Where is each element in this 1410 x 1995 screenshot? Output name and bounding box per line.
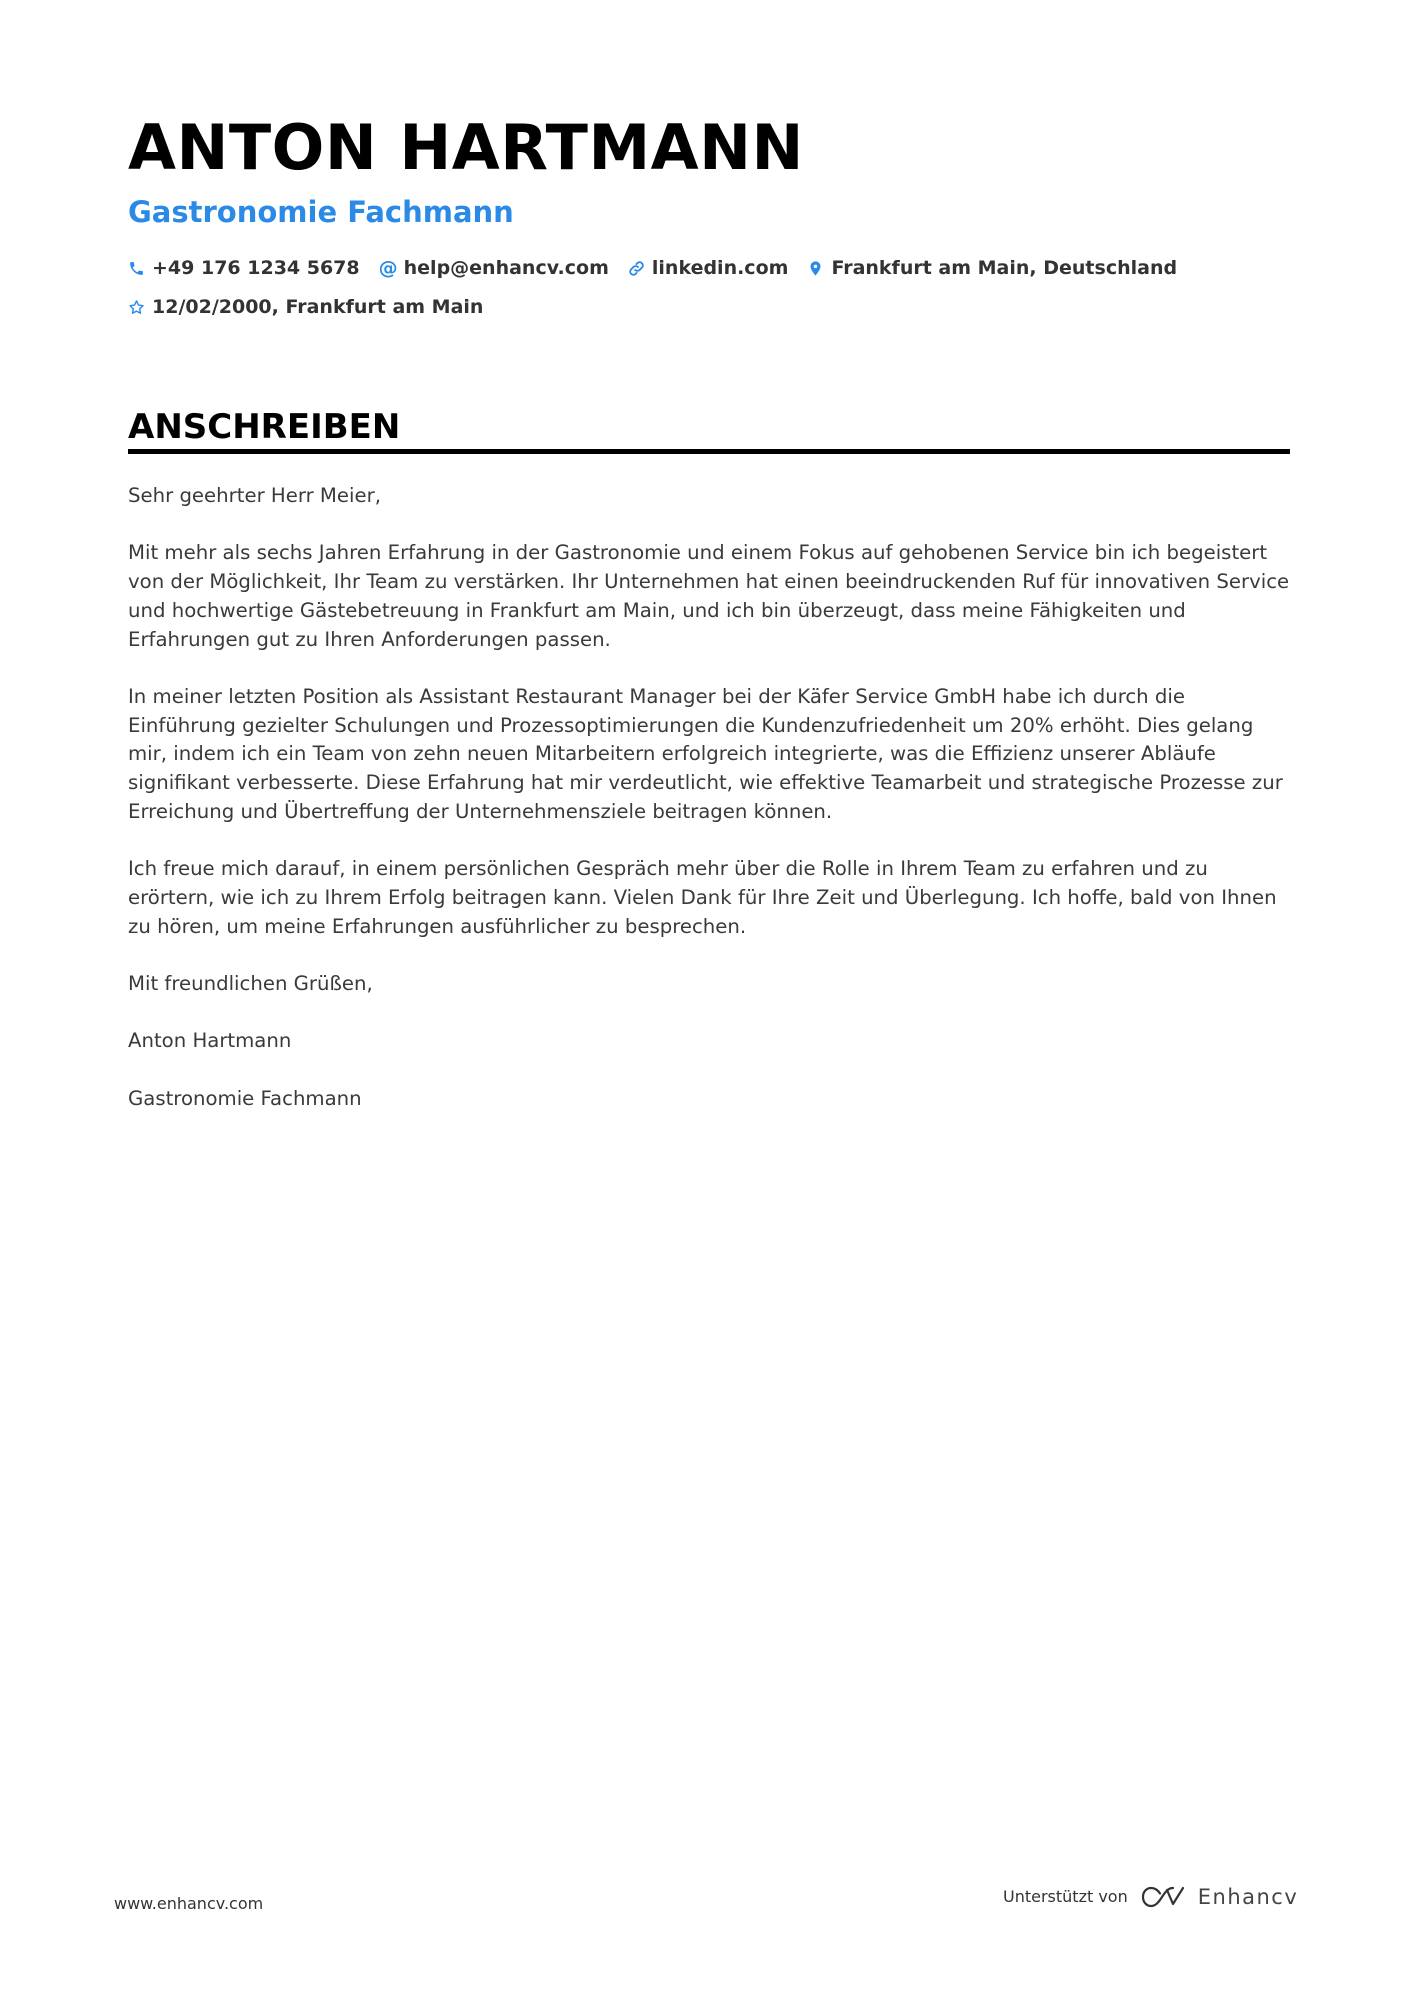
email-text: help@enhancv.com bbox=[403, 257, 609, 279]
at-icon: @ bbox=[378, 257, 398, 279]
candidate-title: Gastronomie Fachmann bbox=[128, 195, 514, 229]
birth-text: 12/02/2000, Frankfurt am Main bbox=[152, 296, 484, 318]
letter-body bbox=[128, 482, 1294, 1142]
contact-phone bbox=[128, 254, 360, 282]
phone-text: +49 176 1234 5678 bbox=[152, 257, 360, 279]
contact-linkedin bbox=[628, 254, 789, 282]
location-text: Frankfurt am Main, Deutschland bbox=[831, 257, 1178, 279]
footer-powered-by bbox=[1003, 1884, 1298, 1910]
contact-birth bbox=[128, 293, 483, 321]
signature-title: Gastronomie Fachmann bbox=[128, 1086, 362, 1110]
contact-row-1 bbox=[128, 254, 1288, 282]
contact-email bbox=[379, 254, 609, 282]
greeting: Sehr geehrter Herr Meier, bbox=[128, 484, 381, 507]
enhancv-logo-icon bbox=[1140, 1884, 1186, 1910]
candidate-name: ANTON HARTMANN bbox=[128, 111, 804, 184]
paragraph-1: Mit mehr als sechs Jahren Erfahrung in der Gastronomie und einem Fokus auf gehobenen Service bin ich begeistert von der Möglichkeit, Ihr Team zu verstärken. Ihr Unternehmen hat einen beeindruckenden Ruf für innovativen Service und hochwertige Gästebetreuung in Frankfurt am Main, und ich bin überzeugt, dass meine Fähigkeiten und Erfahrungen gut zu Ihren Anforderungen passen. bbox=[128, 541, 1290, 651]
signature-name: Anton Hartmann bbox=[128, 1029, 292, 1053]
linkedin-text: linkedin.com bbox=[651, 257, 789, 279]
map-pin-icon bbox=[807, 260, 824, 277]
phone-icon bbox=[128, 260, 145, 277]
link-icon bbox=[628, 260, 645, 277]
powered-by-label: Unterstützt von bbox=[1003, 1887, 1128, 1906]
paragraph-3: Ich freue mich darauf, in einem persönlichen Gespräch mehr über die Rolle in Ihrem Team zu erfahren und zu erörtern, wie ich zu Ihrem Erfolg beitragen kann. Vielen Dank für Ihre Zeit und Überlegung. Ich hoffe, bald von Ihnen zu hören, um meine Erfahrungen ausführlicher zu besprechen. bbox=[128, 857, 1277, 938]
star-icon bbox=[128, 299, 145, 316]
brand-name: Enhancv bbox=[1197, 1885, 1299, 1909]
footer-url[interactable]: www.enhancv.com bbox=[114, 1894, 264, 1913]
section-divider bbox=[128, 449, 1290, 454]
contact-info bbox=[128, 254, 1288, 332]
paragraph-2: In meiner letzten Position als Assistant Restaurant Manager bei der Käfer Service GmbH habe ich durch die Einführung gezielter Schulungen und Prozessoptimierungen die Kundenzufriedenheit um 20% erhöht. Dies gelang mir, indem ich ein Team von zehn neuen Mitarbeitern erfolgreich integrierte, was die Effizienz unserer Abläufe signifikant verbesserte. Diese Erfahrung hat mir verdeutlicht, wie effektive Teamarbeit und strategische Prozesse zur Erreichung und Übertreffung der Unternehmensziele beitragen können. bbox=[128, 684, 1283, 823]
section-title: ANSCHREIBEN bbox=[128, 407, 401, 447]
contact-row-2 bbox=[128, 293, 1288, 321]
closing: Mit freundlichen Grüßen, bbox=[128, 971, 373, 995]
contact-location bbox=[807, 254, 1177, 282]
